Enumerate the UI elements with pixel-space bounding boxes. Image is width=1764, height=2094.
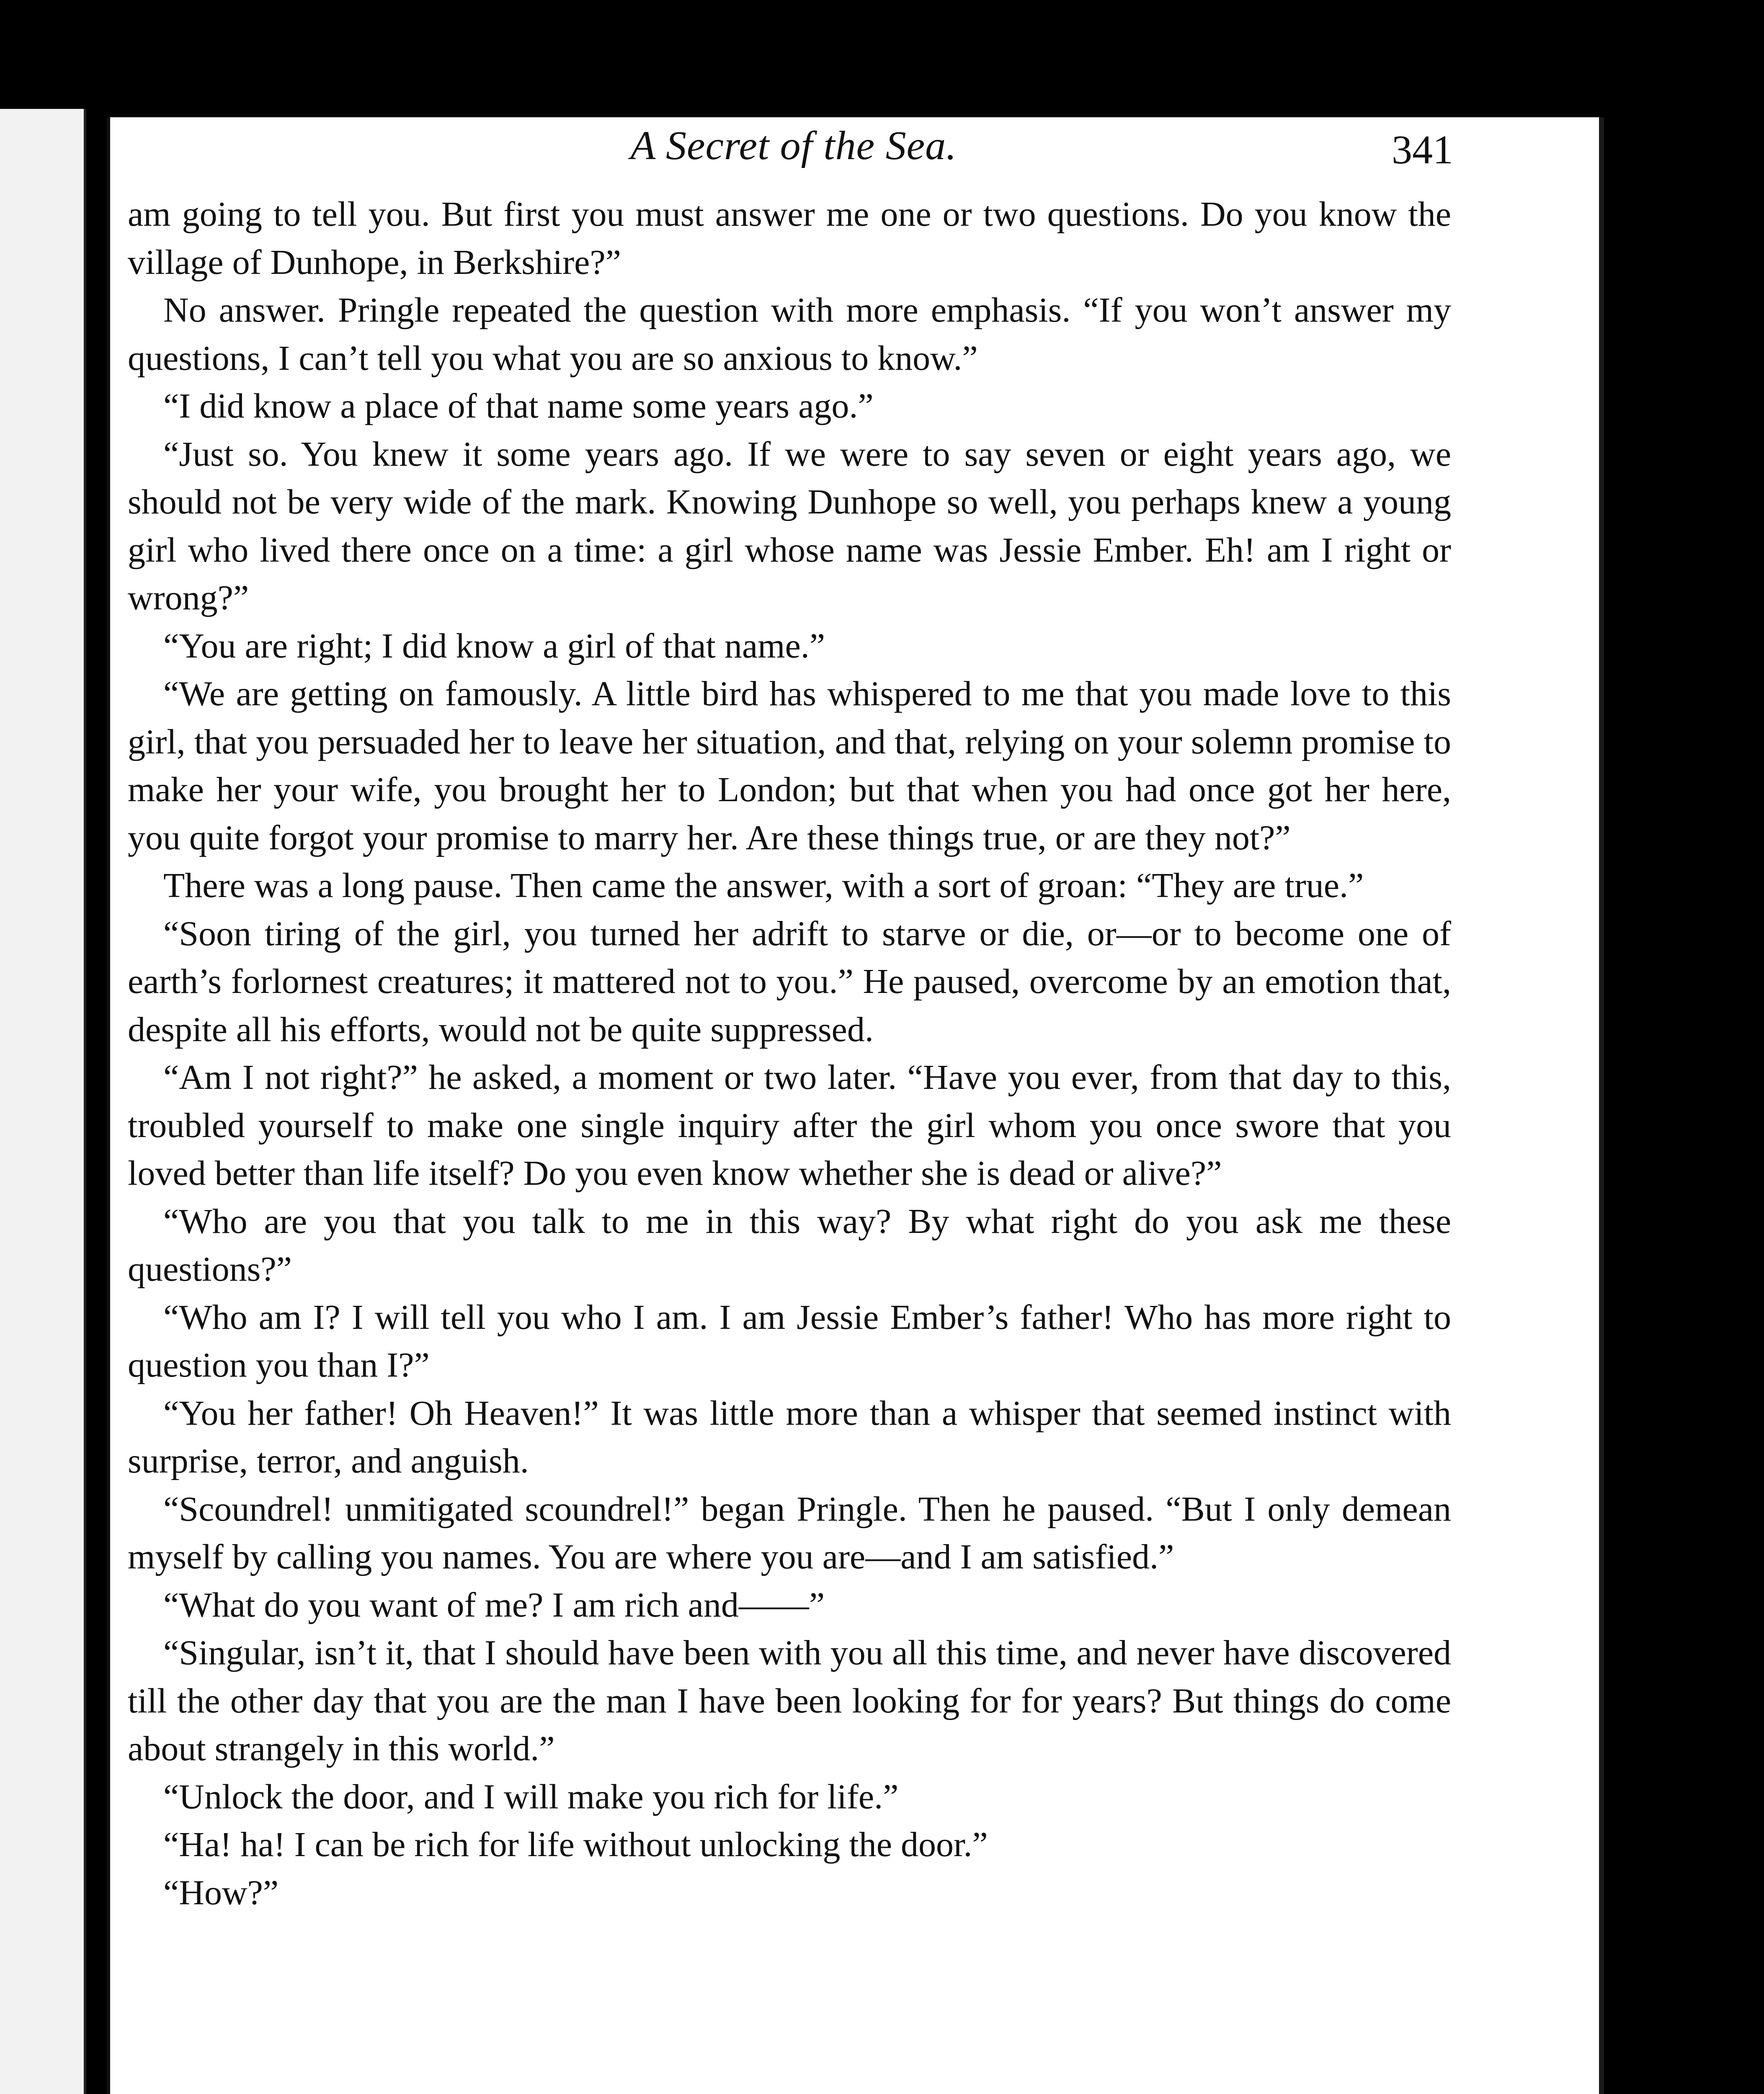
paragraph: “We are getting on famously. A little bird has whispered to me that you made love to this girl, that you persuaded her to leave her situation, and that, relying on your solemn promise to make her your wife, you brought her to London; but that when you had once got her here, you quite forgot your promise to marry her. Are these things true, or are they not?” [128,674,1451,857]
paragraph: “I did know a place of that name some years ago.” [163,387,874,426]
paragraph: “Unlock the door, and I will make you rich for life.” [163,1777,899,1816]
paragraph: “Ha! ha! I can be rich for life without unlocking the door.” [163,1825,988,1864]
paragraph: “Just so. You knew it some years ago. If we were to say seven or eight years ago, we should not be very wide of the mark. Knowing Dunhope so well, you perhaps knew a young girl who lived there once on a time: a girl whose name was Jessie Ember. Eh! am I right or wrong?” [128,434,1451,617]
page-number: 341 [1392,127,1453,173]
paragraph: “Am I not right?” he asked, a moment or two later. “Have you ever, from that day to this, troubled yourself to make one single inquiry after the girl whom you once swore that you loved better than life itself? Do you even know whether she is dead or alive?” [128,1058,1451,1193]
paragraph: “How?” [163,1873,279,1912]
paragraph: “What do you want of me? I am rich and——” [163,1585,825,1625]
paragraph: “You are right; I did know a girl of that name.” [163,626,825,665]
paragraph: am going to tell you. But first you must answer me one or two questions. Do you know the village of Dunhope, in Berkshire?” [128,195,1451,282]
running-title: A Secret of the Sea. [630,123,957,168]
paragraph: “Scoundrel! unmitigated scoundrel!” began Pringle. Then he paused. “But I only demean myself by calling you names. You are where you are—and I am satisfied.” [128,1489,1451,1576]
body-text [128,191,1451,1917]
paragraph: There was a long pause. Then came the answer, with a sort of groan: “They are true.” [163,866,1364,905]
paragraph: “Soon tiring of the girl, you turned her adrift to starve or die, or—or to become one of earth’s forlornest creatures; it mattered not to you.” He paused, overcome by an emotion that, despite all his efforts, would not be quite suppressed. [128,914,1451,1049]
facing-page-edge [0,109,86,2094]
paragraph: “Who am I? I will tell you who I am. I am Jessie Ember’s father! Who has more right to question you than I?” [128,1297,1451,1385]
paragraph: “You her father! Oh Heaven!” It was little more than a whisper that seemed instinct with surprise, terror, and anguish. [128,1393,1451,1480]
paragraph: No answer. Pringle repeated the question with more emphasis. “If you won’t answer my questions, I can’t tell you what you are so anxious to know.” [128,291,1451,378]
page-header [134,106,1453,189]
paragraph: “Who are you that you talk to me in this way? By what right do you ask me these questions?” [128,1202,1451,1289]
paragraph: “Singular, isn’t it, that I should have been with you all this time, and never have discovered till the other day that you are the man I have been looking for for years? But things do come about strangely in this world.” [128,1633,1451,1768]
